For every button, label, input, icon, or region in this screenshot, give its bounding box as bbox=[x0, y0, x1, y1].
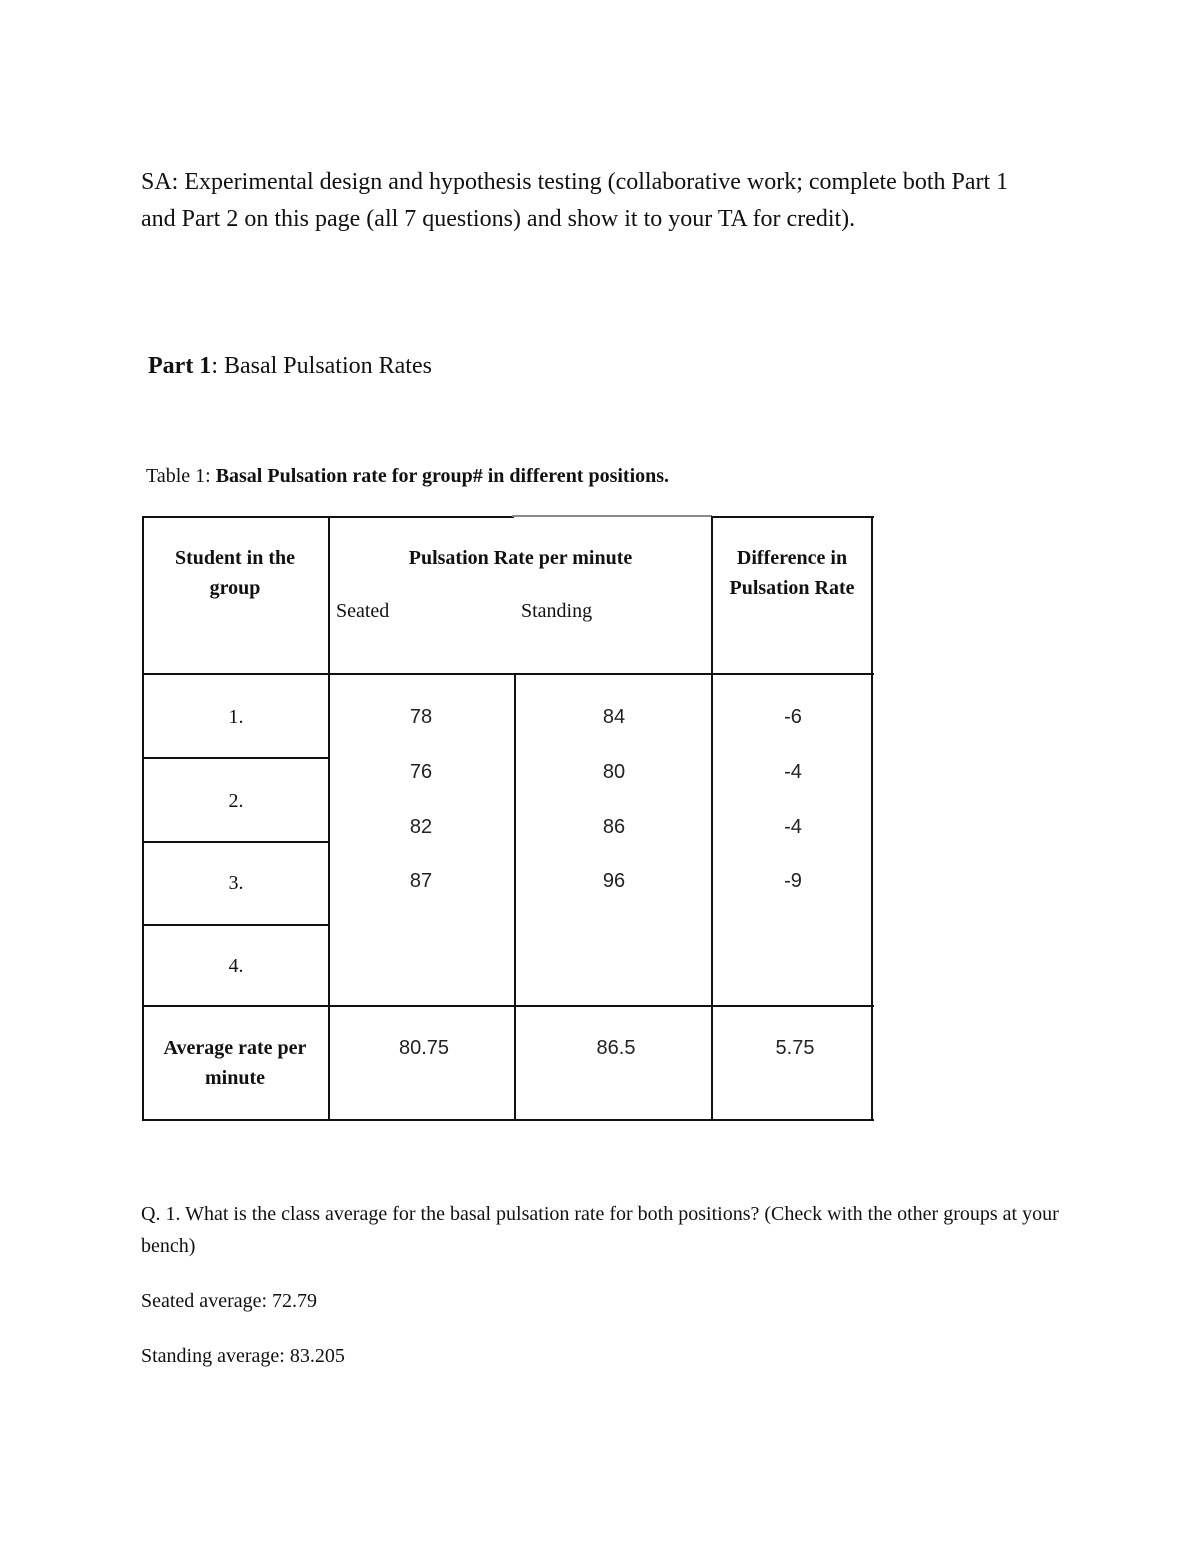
standing-value-3: 86 bbox=[602, 816, 626, 838]
table-border-left bbox=[142, 516, 144, 1121]
student-4: 4. bbox=[228, 955, 244, 977]
standing-value-1: 84 bbox=[602, 706, 626, 728]
difference-value-1: -6 bbox=[784, 706, 802, 728]
seated-value-4: 87 bbox=[409, 870, 433, 892]
header-difference: Difference in Pulsation Rate bbox=[729, 547, 855, 599]
average-standing: 86.5 bbox=[596, 1037, 636, 1059]
part1-heading bbox=[148, 348, 432, 384]
table-header-divider bbox=[142, 673, 874, 675]
row3-divider bbox=[142, 924, 329, 926]
student-3: 3. bbox=[228, 872, 244, 894]
difference-value-4: -9 bbox=[784, 870, 802, 892]
table-caption-title: Basal Pulsation rate for group# in different positions. bbox=[215, 465, 670, 487]
standing-value-4: 96 bbox=[602, 870, 626, 892]
average-seated: 80.75 bbox=[398, 1037, 450, 1059]
table-border-right bbox=[871, 516, 873, 1121]
seated-average-answer: Seated average: 72.79 bbox=[141, 1290, 318, 1312]
row1-divider bbox=[142, 757, 329, 759]
average-row-divider bbox=[142, 1005, 874, 1007]
part1-title: : Basal Pulsation Rates bbox=[211, 353, 432, 379]
header-pulsation-rate: Pulsation Rate per minute bbox=[408, 547, 633, 569]
table-caption-prefix: Table 1: bbox=[146, 465, 216, 487]
header-seated: Seated bbox=[336, 600, 390, 622]
row2-divider bbox=[142, 841, 329, 843]
average-row-label: Average rate per minute bbox=[163, 1037, 307, 1089]
table-border-top-middle bbox=[512, 515, 712, 517]
standing-value-2: 80 bbox=[602, 761, 626, 783]
question-1: Q. 1. What is the class average for the basal pulsation rate for both positions? (Check with the other groups at your bench) bbox=[141, 1203, 1059, 1257]
header-standing: Standing bbox=[521, 600, 593, 622]
col2-divider bbox=[514, 674, 516, 1121]
difference-value-3: -4 bbox=[784, 816, 802, 838]
seated-value-3: 82 bbox=[409, 816, 433, 838]
standing-average-answer: Standing average: 83.205 bbox=[141, 1345, 345, 1367]
part1-label: Part 1 bbox=[148, 353, 212, 379]
table-border-top-right bbox=[711, 516, 874, 518]
table-caption bbox=[146, 462, 669, 490]
average-difference: 5.75 bbox=[775, 1037, 815, 1059]
seated-value-2: 76 bbox=[409, 761, 433, 783]
table-border-bottom bbox=[142, 1119, 874, 1121]
seated-value-1: 78 bbox=[409, 706, 433, 728]
intro-paragraph: SA: Experimental design and hypothesis testing (collaborative work; complete both Part 1 and Part 2 on this page (all 7 questions) and show it to your TA for credit). bbox=[141, 169, 1009, 232]
student-2: 2. bbox=[228, 790, 244, 812]
difference-value-2: -4 bbox=[784, 761, 802, 783]
header-student: Student in the group bbox=[174, 547, 296, 599]
student-1: 1. bbox=[228, 706, 244, 728]
col1-divider bbox=[328, 516, 330, 1121]
col3-divider bbox=[711, 516, 713, 1121]
table-border-top-left bbox=[142, 516, 514, 518]
